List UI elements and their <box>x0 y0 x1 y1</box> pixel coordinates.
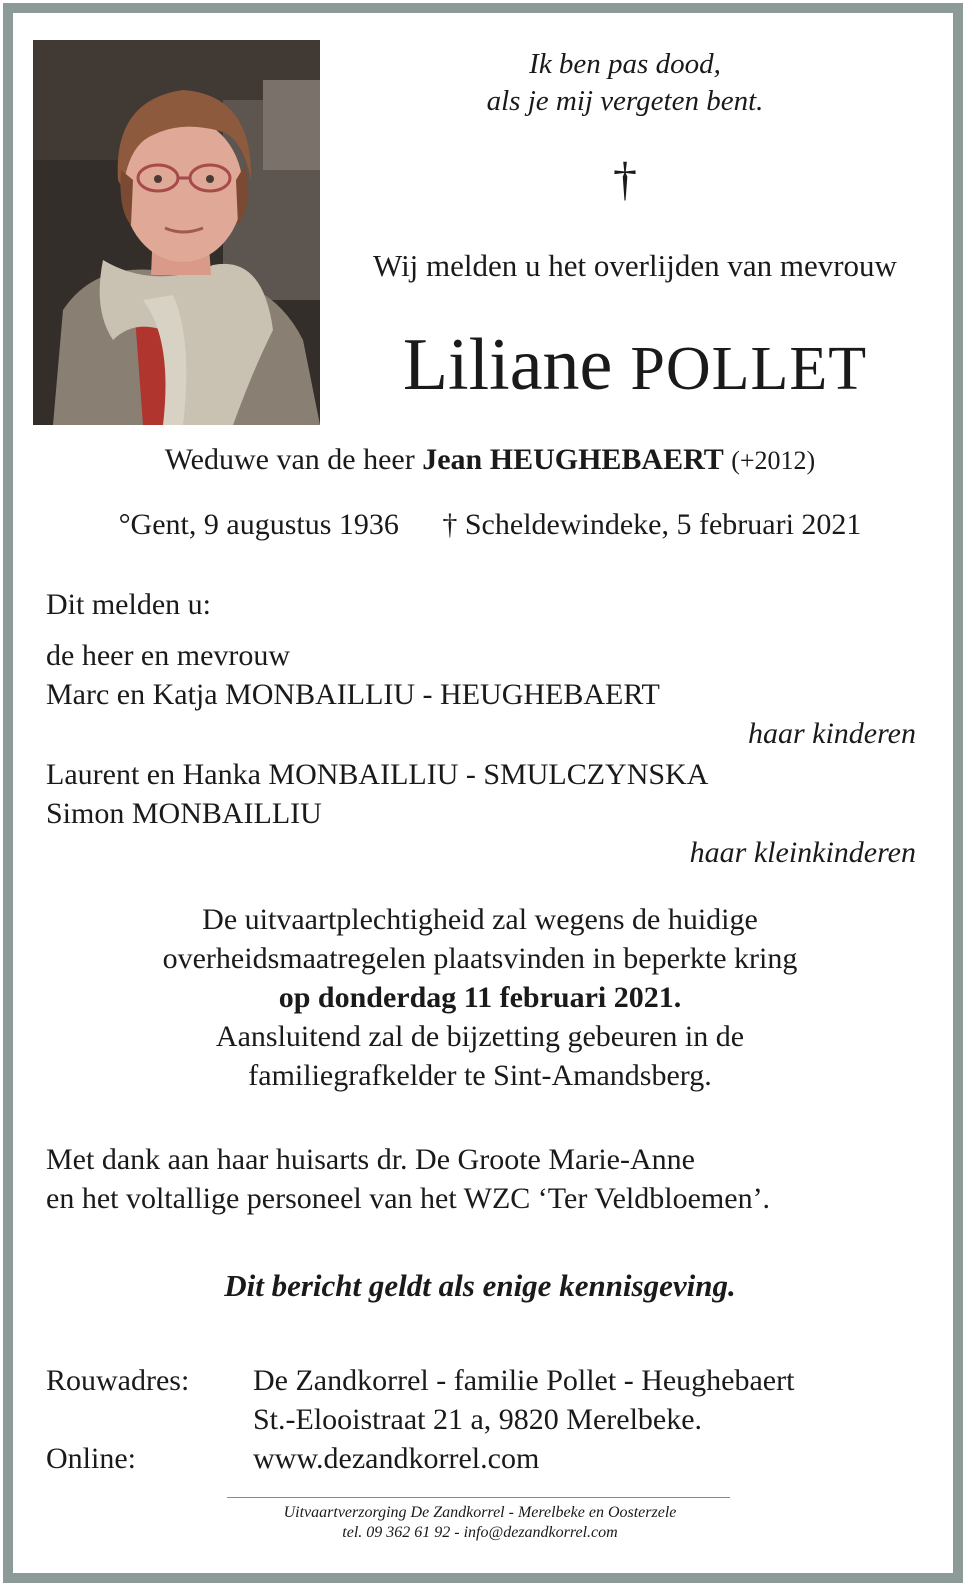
children-block <box>46 636 916 753</box>
spouse-year: (+2012) <box>731 446 816 475</box>
children-line-2: Marc en Katja MONBAILLIU - HEUGHEBAERT <box>46 678 660 711</box>
last-name: POLLET <box>630 335 868 403</box>
ceremony-line-4: Aansluitend zal de bijzetting gebeuren in de <box>215 1020 745 1053</box>
thanks-line-1: Met dank aan haar huisarts dr. De Groote Marie-Anne <box>46 1143 695 1176</box>
ceremony-line-1: De uitvaartplechtigheid zal wegens de huidige <box>202 903 758 936</box>
ceremony-line-5: familiegrafkelder te Sint-Amandsberg. <box>248 1059 712 1092</box>
thanks-line-2: en het voltallige personeel van het WZC ‘Ter Veldbloemen’. <box>46 1182 771 1215</box>
death-date: † Scheldewindeke, 5 februari 2021 <box>442 508 862 541</box>
birth-date: °Gent, 9 augustus 1936 <box>118 508 399 541</box>
spouse-prefix: Weduwe van de heer <box>164 443 415 476</box>
address-line-2: St.-Elooistraat 21 a, 9820 Merelbeke. <box>253 1403 703 1436</box>
footer-line-1: Uitvaartverzorging De Zandkorrel - Merelbeke en Oosterzele <box>283 1504 677 1521</box>
grandchildren-block <box>46 755 916 872</box>
quote-line-1: Ik ben pas dood, <box>529 48 721 80</box>
footer <box>200 1503 760 1543</box>
quote <box>470 46 780 120</box>
dates-line <box>40 505 940 545</box>
ceremony-text <box>40 900 920 1095</box>
portrait-photo <box>33 40 320 425</box>
notice: Dit bericht geldt als enige kennisgeving. <box>224 1268 736 1303</box>
address-line-1: De Zandkorrel - familie Pollet - Heughebaert <box>253 1364 795 1397</box>
footer-line-2: tel. 09 362 61 92 - info@dezandkorrel.com <box>342 1524 618 1541</box>
portrait-illustration <box>33 40 320 425</box>
first-name: Liliane <box>402 324 613 406</box>
online-label: Online: <box>46 1442 136 1475</box>
footer-divider <box>227 1497 730 1498</box>
deceased-name <box>330 322 940 412</box>
spouse-name: Jean HEUGHEBAERT <box>422 443 724 476</box>
grandchildren-label: haar kleinkinderen <box>689 836 916 869</box>
address-label: Rouwadres: <box>46 1364 190 1397</box>
quote-line-2: als je mij vergeten bent. <box>486 85 764 117</box>
ceremony-line-2: overheidsmaatregelen plaatsvinden in beperkte kring <box>162 942 798 975</box>
grandchildren-line-2: Simon MONBAILLIU <box>46 797 322 830</box>
grandchildren-line-1: Laurent en Hanka MONBAILLIU - SMULCZYNSKA <box>46 758 709 791</box>
thanks-text <box>46 1140 916 1218</box>
children-label: haar kinderen <box>747 717 916 750</box>
children-line-1: de heer en mevrouw <box>46 639 291 672</box>
announcement: Wij melden u het overlijden van mevrouw <box>373 248 897 283</box>
spouse-line <box>40 440 940 481</box>
intro: Dit melden u: <box>46 588 211 621</box>
online-url[interactable]: www.dezandkorrel.com <box>253 1442 540 1475</box>
ceremony-date: op donderdag 11 februari 2021. <box>278 981 682 1014</box>
cross-icon: † <box>613 153 637 206</box>
